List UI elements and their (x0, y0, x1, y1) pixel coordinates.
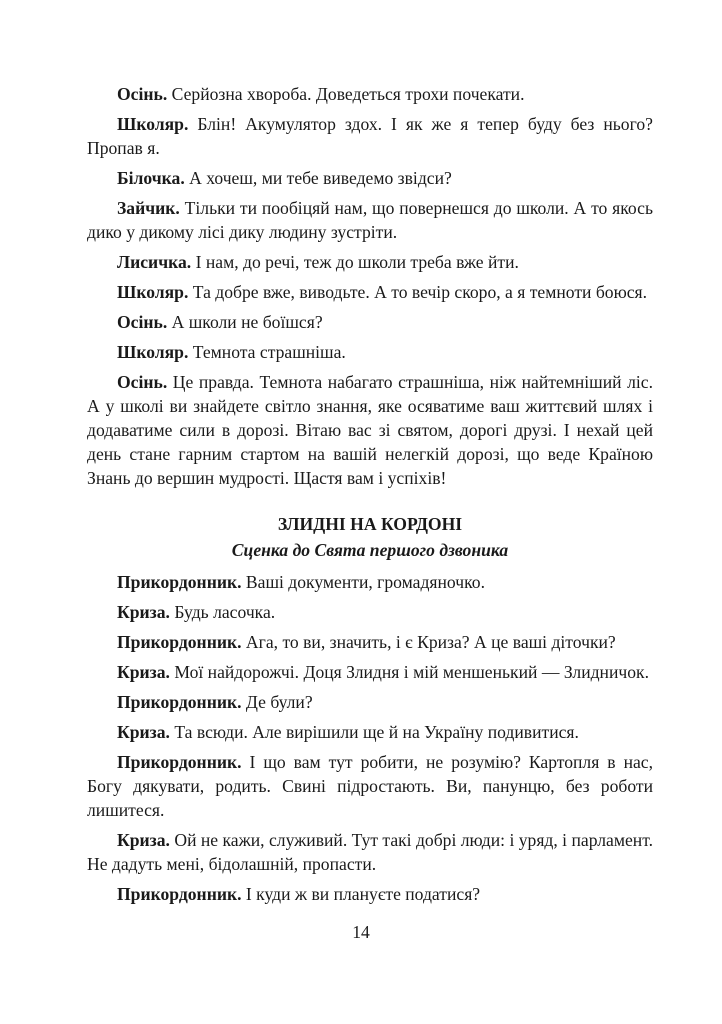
speaker-name: Криза. (117, 662, 170, 682)
dialogue-line (87, 82, 653, 106)
dialogue-line (87, 750, 653, 822)
dialogue-bottom (87, 570, 653, 906)
line-text: Та добре вже, виводьте. А то вечір скоро, а я темноти боюся. (192, 282, 648, 302)
speaker-name: Прикордонник. (117, 572, 242, 592)
speaker-name: Прикордонник. (117, 884, 242, 904)
dialogue-top (87, 82, 653, 490)
dialogue-line (87, 250, 653, 274)
line-text: Та всюди. Але вирішили ще й на Україну подивитися. (174, 722, 579, 742)
line-text: І куди ж ви плануєте податися? (245, 884, 481, 904)
line-text: Будь ласочка. (174, 602, 276, 622)
section-subtitle: Сценка до Свята першого дзвоника (231, 540, 509, 560)
line-text: Де були? (245, 692, 313, 712)
speaker-name: Прикордонник. (117, 632, 242, 652)
speaker-name: Лисичка. (117, 252, 192, 272)
dialogue-line (87, 660, 653, 684)
speaker-name: Осінь. (117, 84, 168, 104)
dialogue-line (87, 280, 653, 304)
dialogue-line (87, 720, 653, 744)
speaker-name: Криза. (117, 722, 170, 742)
line-text: Це правда. Темнота набагато страшніша, ніж найтемніший ліс. А у школі ви знайдете світло знання, яке осяватиме ваш життєвий шлях і додаватиме сили в дорозі. Вітаю вас зі святом, дорогі друзі. І нехай цей день стане гарним стартом на вашій нелегкій дорозі, що веде Країною Знань до вершин мудрості. Щастя вам і успіхів! (87, 372, 653, 488)
line-text: Ага, то ви, значить, і є Криза? А це ваші діточки? (245, 632, 616, 652)
dialogue-line (87, 310, 653, 334)
line-text: Ой не кажи, служивий. Тут такі добрі люди: і уряд, і парламент. Не дадуть мені, бідолашній, пропасти. (87, 830, 653, 874)
speaker-name: Прикордонник. (117, 692, 242, 712)
line-text: Ваші документи, громадяночко. (245, 572, 485, 592)
speaker-name: Криза. (117, 830, 170, 850)
dialogue-line (87, 112, 653, 160)
dialogue-line (87, 166, 653, 190)
line-text: І що вам тут робити, не розумію? Картопля в нас, Богу дякувати, родить. Свині підростають. Ви, панунцю, без роботи лишитеся. (87, 752, 653, 820)
dialogue-line (87, 690, 653, 714)
line-text: Серйозна хвороба. Доведеться трохи почекати. (171, 84, 525, 104)
line-text: Тільки ти пообіцяй нам, що повернешся до школи. А то якось дико у дикому лісі дику людину зустріти. (87, 198, 653, 242)
speaker-name: Зайчик. (117, 198, 180, 218)
speaker-name: Криза. (117, 602, 170, 622)
line-text: Блін! Акумулятор здох. І як же я тепер буду без нього? Пропав я. (87, 114, 653, 158)
speaker-name: Осінь. (117, 372, 168, 392)
dialogue-line (87, 370, 653, 490)
speaker-name: Школяр. (117, 342, 189, 362)
dialogue-line (87, 882, 653, 906)
line-text: А школи не боїшся? (171, 312, 323, 332)
dialogue-line (87, 340, 653, 364)
page-number: 14 (352, 922, 370, 942)
speaker-name: Школяр. (117, 282, 189, 302)
speaker-name: Школяр. (117, 114, 189, 134)
dialogue-line (87, 600, 653, 624)
speaker-name: Осінь. (117, 312, 168, 332)
line-text: Темнота страшніша. (192, 342, 346, 362)
line-text: А хочеш, ми тебе виведемо звідси? (189, 168, 452, 188)
dialogue-line (87, 196, 653, 244)
dialogue-line (87, 630, 653, 654)
dialogue-line (87, 828, 653, 876)
speaker-name: Білочка. (117, 168, 185, 188)
line-text: Мої найдорожчі. Доця Злидня і мій меншенький — Злидничок. (174, 662, 649, 682)
dialogue-line (87, 570, 653, 594)
line-text: І нам, до речі, теж до школи треба вже йти. (195, 252, 519, 272)
section-title: ЗЛИДНІ НА КОРДОНІ (277, 514, 463, 534)
speaker-name: Прикордонник. (117, 752, 242, 772)
